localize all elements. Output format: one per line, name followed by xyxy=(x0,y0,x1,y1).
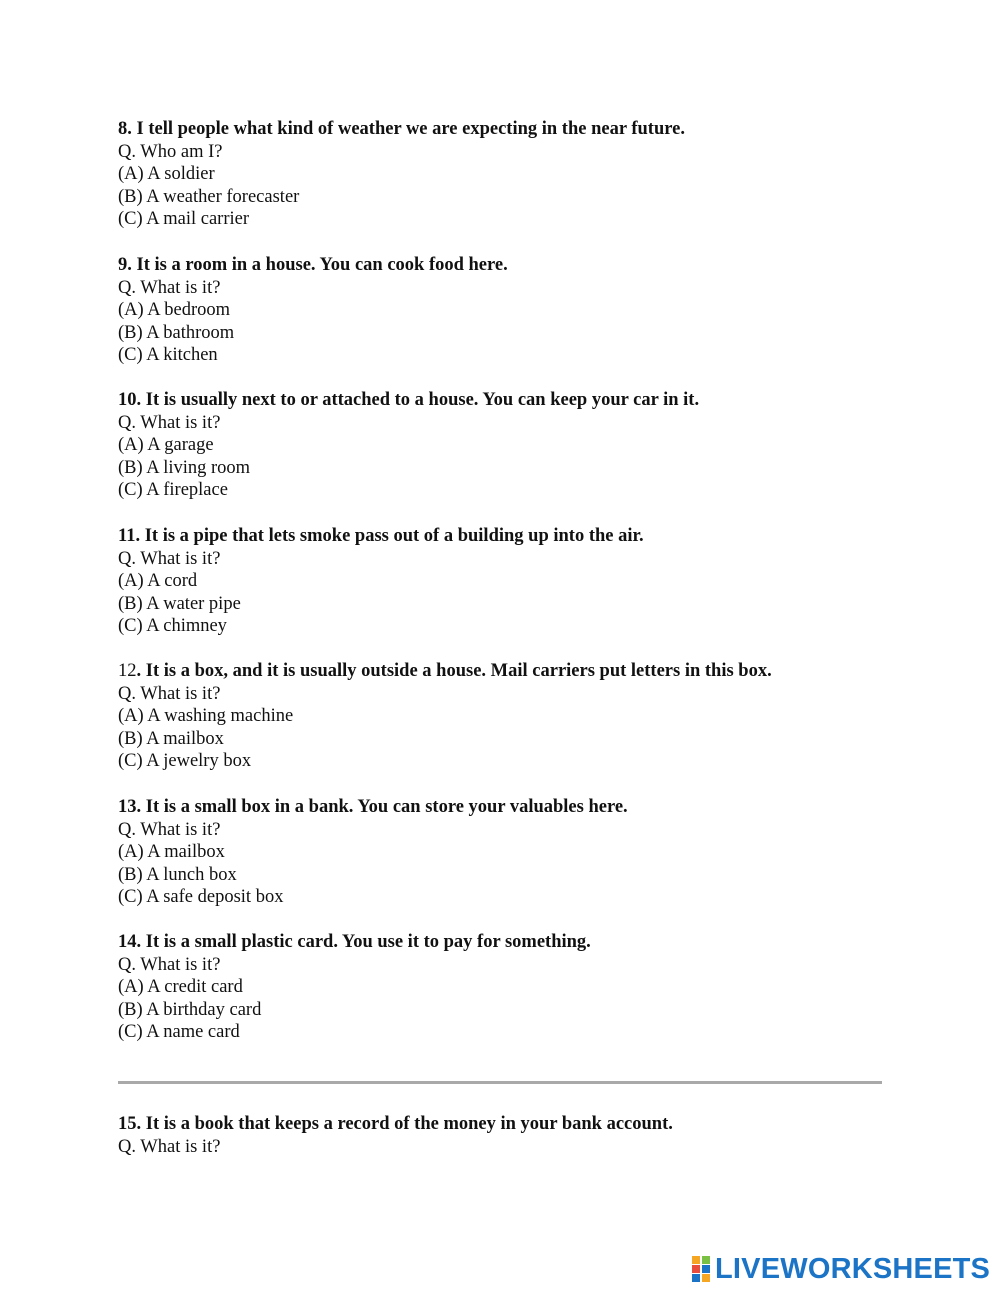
question-stem xyxy=(118,660,772,683)
question-number: 14 xyxy=(118,932,137,952)
option-b: (B) A weather forecaster xyxy=(118,186,300,207)
question-prompt: Q. Who am I? xyxy=(118,141,223,162)
question-text: . It is usually next to or attached to a house. You can keep your car in it. xyxy=(136,390,700,410)
question-text: . It is a room in a house. You can cook food here. xyxy=(127,255,508,275)
question-stem xyxy=(118,796,628,819)
question-prompt: Q. What is it? xyxy=(118,819,221,840)
question-stem xyxy=(118,389,699,412)
question-text: . It is a box, and it is usually outside a house. Mail carriers put letters in this box. xyxy=(136,661,772,681)
option-a: (A) A garage xyxy=(118,435,214,456)
option-c: (C) A name card xyxy=(118,1022,240,1043)
option-b: (B) A birthday card xyxy=(118,999,262,1020)
liveworksheets-logo xyxy=(692,1254,990,1284)
question-number: 9 xyxy=(118,255,128,275)
option-a: (A) A bedroom xyxy=(118,300,231,321)
option-b: (B) A mailbox xyxy=(118,728,224,749)
page-divider xyxy=(118,1081,882,1084)
option-b: (B) A lunch box xyxy=(118,864,237,885)
option-b: (B) A water pipe xyxy=(118,593,241,614)
question-stem xyxy=(118,118,685,141)
question-number: 15 xyxy=(118,1114,137,1134)
question-8 xyxy=(118,118,685,231)
option-c: (C) A kitchen xyxy=(118,345,218,366)
question-12 xyxy=(118,660,772,773)
question-stem xyxy=(118,254,508,277)
option-a: (A) A washing machine xyxy=(118,706,294,727)
question-prompt: Q. What is it? xyxy=(118,954,221,975)
option-b: (B) A living room xyxy=(118,457,251,478)
option-a: (A) A cord xyxy=(118,571,198,592)
question-number: 13 xyxy=(118,797,137,817)
question-10 xyxy=(118,389,699,502)
question-stem xyxy=(118,1113,673,1136)
option-a: (A) A soldier xyxy=(118,164,215,185)
question-15 xyxy=(118,1113,673,1158)
question-number: 11 xyxy=(118,526,136,546)
question-9 xyxy=(118,254,508,367)
question-text: . It is a pipe that lets smoke pass out of a building up into the air. xyxy=(135,526,644,546)
question-number: 10 xyxy=(118,390,137,410)
liveworksheets-logo-icon xyxy=(692,1256,711,1282)
question-prompt: Q. What is it? xyxy=(118,683,221,704)
question-stem xyxy=(118,525,644,548)
question-prompt: Q. What is it? xyxy=(118,1136,221,1157)
option-c: (C) A chimney xyxy=(118,616,227,637)
option-a: (A) A mailbox xyxy=(118,842,225,863)
option-c: (C) A fireplace xyxy=(118,480,228,501)
question-text: . It is a small plastic card. You use it to pay for something. xyxy=(136,932,591,952)
question-stem xyxy=(118,931,591,954)
question-11 xyxy=(118,525,644,638)
question-13 xyxy=(118,796,628,909)
question-number: 12 xyxy=(118,661,137,681)
question-text: . I tell people what kind of weather we are expecting in the near future. xyxy=(127,119,685,139)
option-c: (C) A safe deposit box xyxy=(118,887,284,908)
question-prompt: Q. What is it? xyxy=(118,548,221,569)
logo-text: LIVEWORKSHEETS xyxy=(715,1253,991,1285)
question-text: . It is a book that keeps a record of the money in your bank account. xyxy=(136,1114,673,1134)
question-prompt: Q. What is it? xyxy=(118,412,221,433)
option-b: (B) A bathroom xyxy=(118,322,235,343)
option-a: (A) A credit card xyxy=(118,977,243,998)
question-14 xyxy=(118,931,591,1044)
question-text: . It is a small box in a bank. You can store your valuables here. xyxy=(136,797,628,817)
question-prompt: Q. What is it? xyxy=(118,277,221,298)
option-c: (C) A jewelry box xyxy=(118,751,252,772)
option-c: (C) A mail carrier xyxy=(118,209,249,230)
question-number: 8 xyxy=(118,119,128,139)
